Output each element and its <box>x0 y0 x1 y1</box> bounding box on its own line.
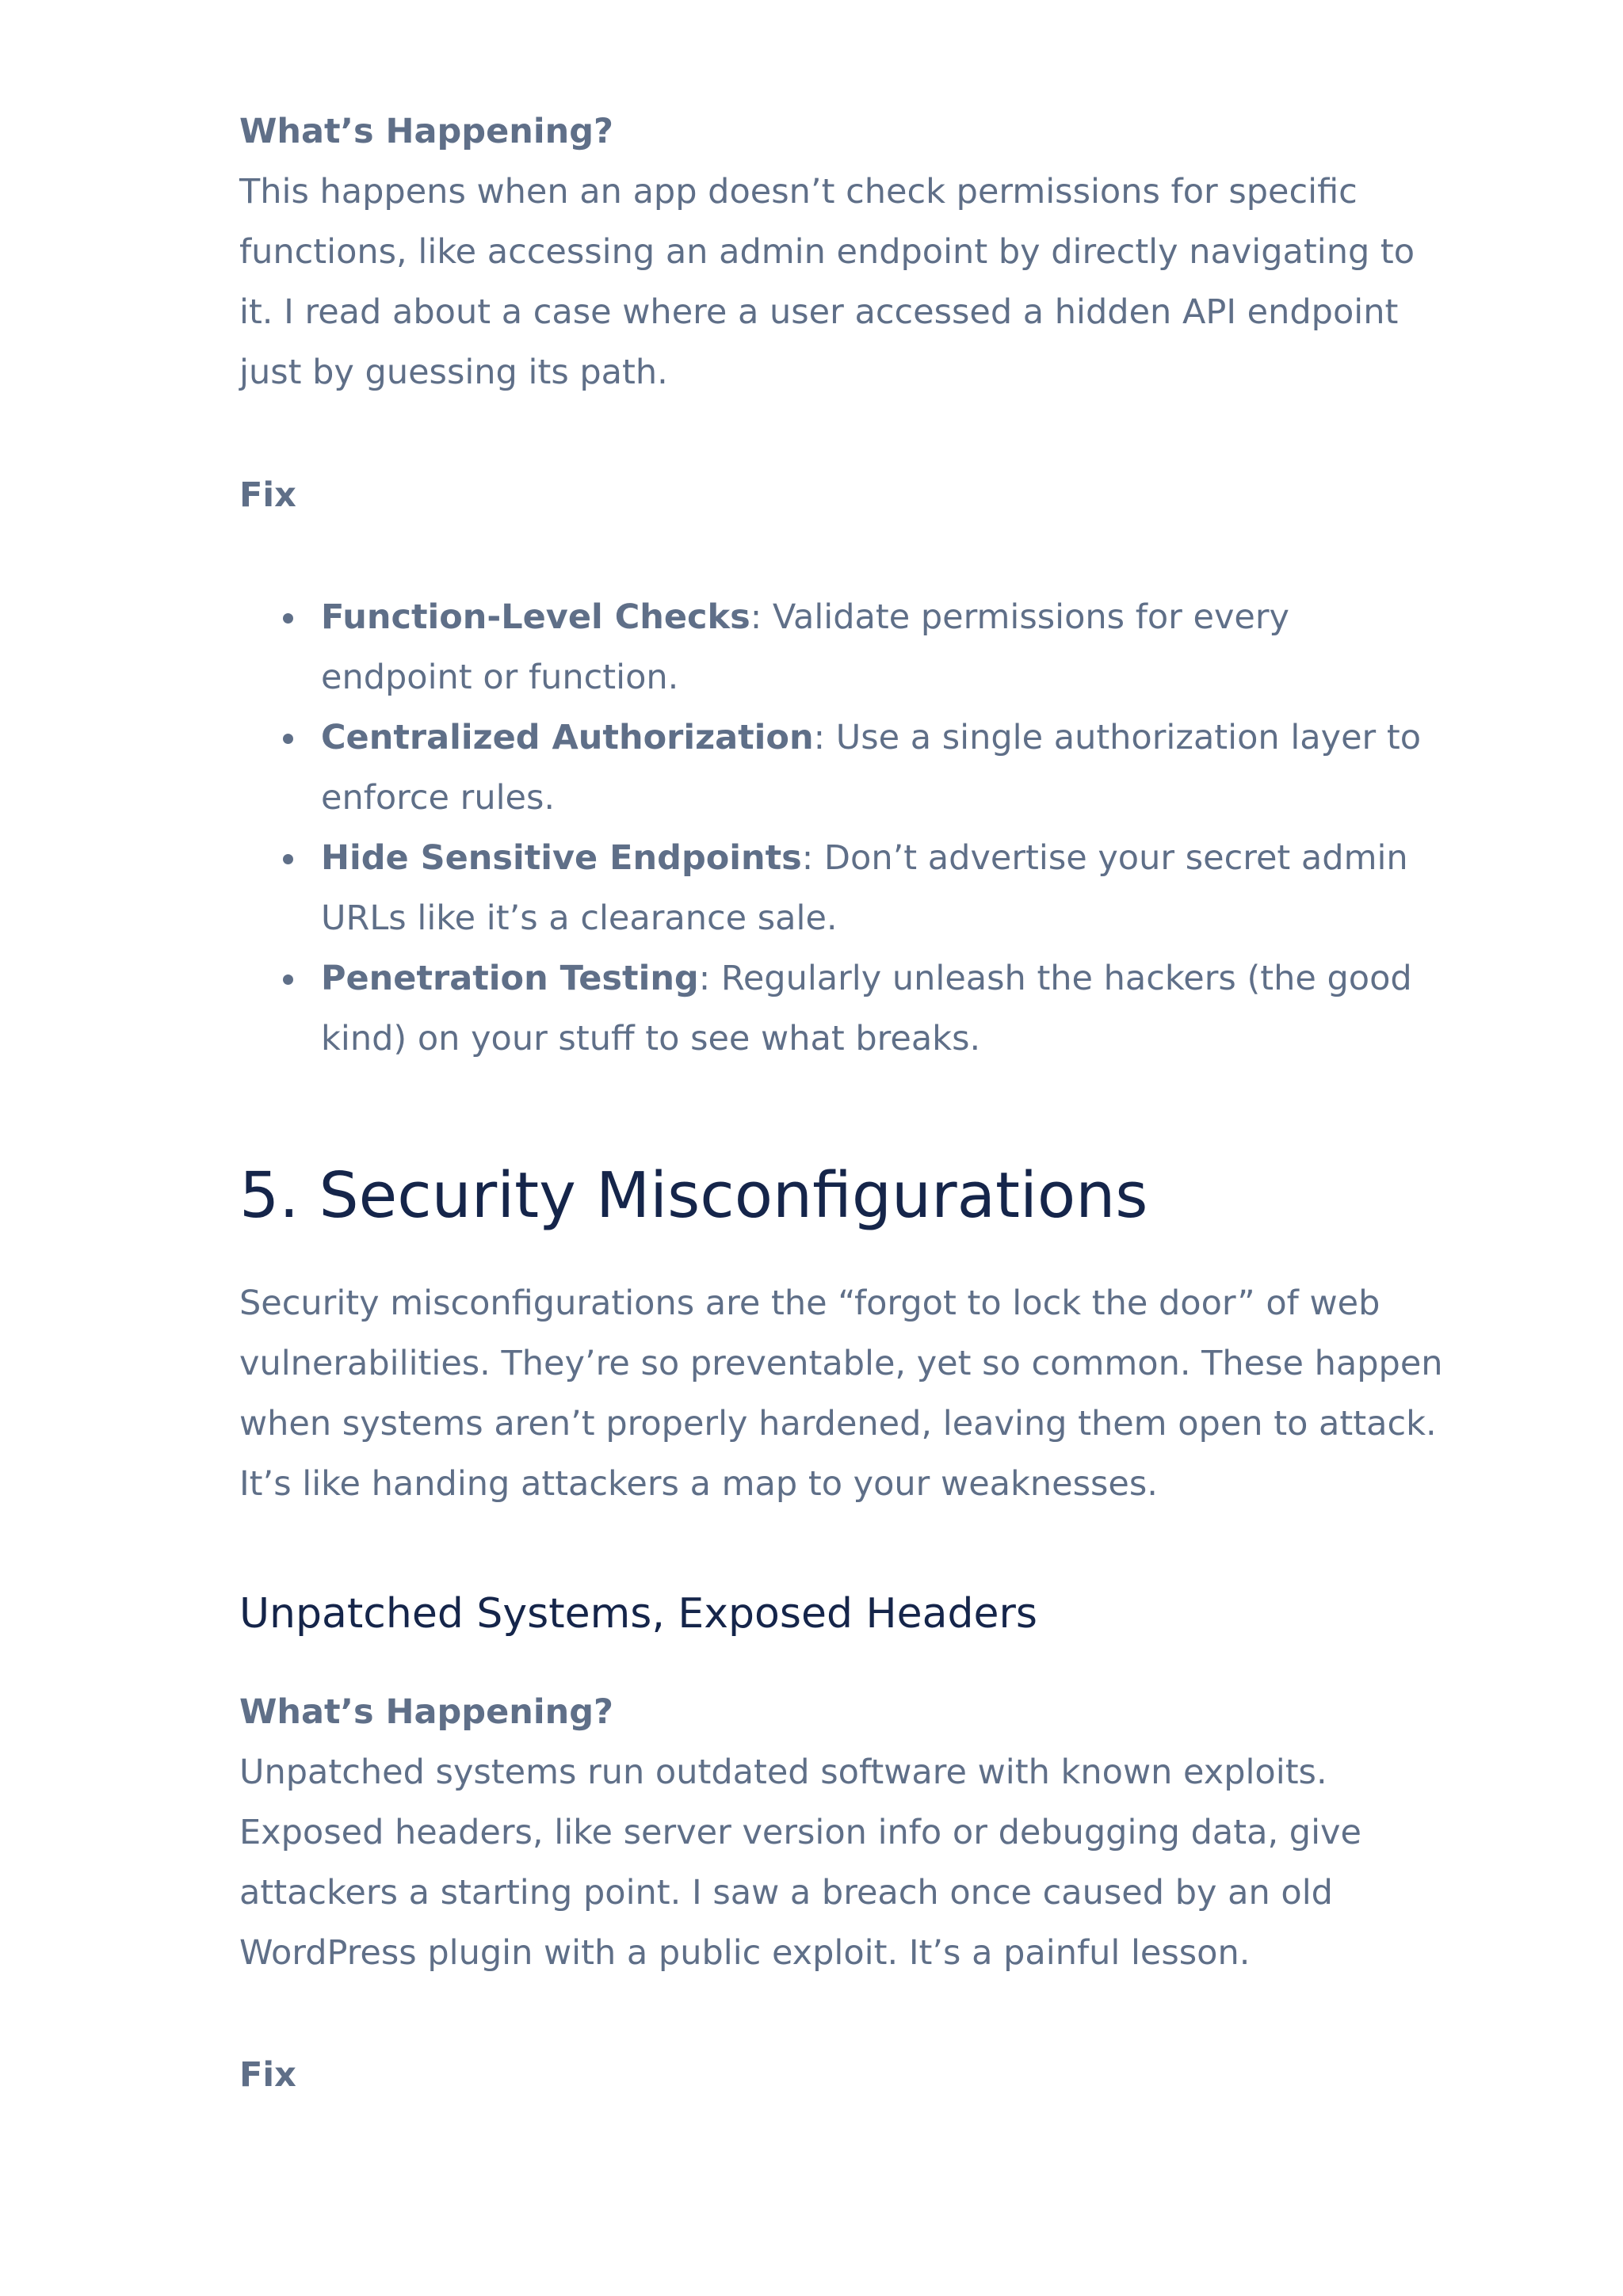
fix-item-text: : Don’t advertise your secret admin URLs like it’s a clearance sale. <box>321 838 1408 938</box>
bullet-icon <box>283 854 293 864</box>
fix-item-term: Function-Level Checks <box>321 597 750 637</box>
fix-list-item <box>321 948 1444 1069</box>
whats-happening-label: What’s Happening? <box>239 112 613 151</box>
fix-item-text: : Regularly unleash the hackers (the good kind) on your stuff to see what breaks. <box>321 959 1412 1058</box>
article-content <box>239 101 1444 2105</box>
fix-item-term: Hide Sensitive Endpoints <box>321 838 802 878</box>
fix-list-item <box>321 828 1444 948</box>
fix-item-text: : Use a single authorization layer to enforce rules. <box>321 718 1422 818</box>
fix-item-text: : Validate permissions for every endpoint or function. <box>321 597 1290 697</box>
fix-item-term: Penetration Testing <box>321 959 699 998</box>
fix-list-item <box>321 587 1444 707</box>
fix-label: Fix <box>239 2055 296 2095</box>
fix-list-item <box>321 707 1444 828</box>
section-heading: 5. Security Misconfigurations <box>239 1159 1148 1232</box>
section-intro-paragraph: Security misconfigurations are the “forgot to lock the door” of web vulnerabilities. They’re so preventable, yet so common. These happen when systems aren’t properly hardened, leaving them open to attack. It’s like handing attackers a map to your weaknesses. <box>239 1283 1443 1504</box>
fix-label: Fix <box>239 475 296 515</box>
whats-happening-paragraph: This happens when an app doesn’t check permissions for specific functions, like accessing an admin endpoint by directly navigating to it. I read about a case where a user accessed a hidden API endpoint just by guessing its path. <box>239 172 1415 392</box>
subsection-heading: Unpatched Systems, Exposed Headers <box>239 1590 1037 1638</box>
bullet-icon <box>283 613 293 624</box>
fix-list <box>239 587 1444 1069</box>
bullet-icon <box>283 734 293 744</box>
fix-item-term: Centralized Authorization <box>321 718 814 757</box>
whats-happening-paragraph: Unpatched systems run outdated software with known exploits. Exposed headers, like server version info or debugging data, give attackers a starting point. I saw a breach once caused by an old WordPress plugin with a public exploit. It’s a painful lesson. <box>239 1753 1361 1973</box>
whats-happening-label: What’s Happening? <box>239 1692 613 1732</box>
bullet-icon <box>283 974 293 985</box>
